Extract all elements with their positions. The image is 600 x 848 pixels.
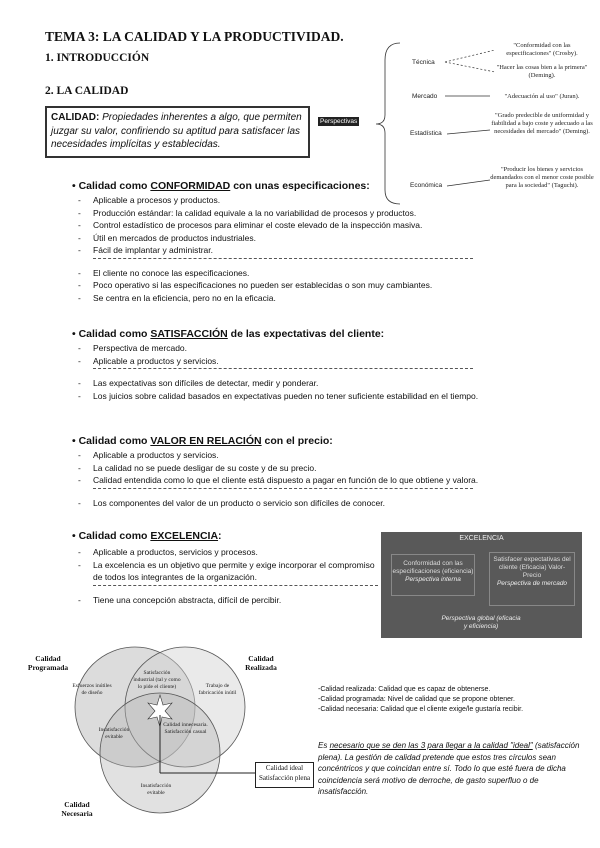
venn-area-real-only: Trabajo de fabricación inútil [198,683,237,696]
venn-label-programada: Calidad Programada [27,654,69,672]
venn-label-necesaria: Calidad Necesaria [61,800,93,818]
note-programada: -Calidad programada: Nivel de calidad que se propone obtener. [318,696,515,703]
divider [78,368,503,377]
list-item: - Se centra en la eficiencia, pero no en la eficacia. [78,292,473,305]
list-conformidad [78,194,473,304]
list-item: - Los componentes del valor de un producto o servicio son difíciles de conocer. [78,497,478,510]
perspectives-label: Perspectivas [320,118,358,125]
excellence-bottom: Perspectiva global (eficacia y eficiencia) [441,615,521,630]
ideal-quality-box: Calidad ideal Satisfacción plena [255,762,314,788]
perspective-mercado: Mercado [412,93,438,100]
divider [78,585,378,594]
list-item: - Las expectativas son difíciles de detectar, medir y ponderar. [78,377,503,390]
perspective-economica: Económica [410,182,443,189]
quote-taguchi: "Producir los bienes y servicios demandados con el menor coste posible para la sociedad" (Taguchi). [490,166,594,189]
list-item: - Calidad entendida como lo que el cliente está dispuesto a pagar en función de lo que obtiene y valora. [78,474,478,487]
section-heading-introduccion: 1. INTRODUCCIÓN [45,52,150,64]
quote-deming-primera: "Hacer las cosas bien a la primera" (Deming). [496,64,588,79]
quote-deming-estadistica: "Grado predecible de uniformidad y fiabilidad a bajo coste y adecuado a las necesidades del mercado" (Deming). [491,112,593,135]
list-item: - Aplicable a procesos y productos. [78,194,473,207]
heading-conformidad: • Calidad como CONFORMIDAD con unas especificaciones: [72,180,370,192]
quality-notes [318,685,588,715]
quote-juran: "Adecuación al uso" (Juran). [504,93,580,100]
heading-satisfaccion: • Calidad como SATISFACCIÓN de las expectativas del cliente: [72,328,385,340]
venn-area-prog-real: Satisfacción industrial (tal y como lo pide el cliente) [133,670,181,690]
heading-valor: • Calidad como VALOR EN RELACIÓN con el precio: [72,435,333,447]
perspective-estadistica: Estadística [410,130,442,137]
list-item: - Control estadístico de procesos para eliminar el coste elevado de la inspección masiva. [78,219,473,232]
divider [78,488,478,497]
excellence-left-box: Conformidad con las especificaciones (eficiencia) Perspectiva interna [391,554,475,596]
venn-area-nec-only: Insatisfacción evitable [140,783,172,796]
list-item: - La excelencia es un objetivo que permite y exige incorporar el compromiso de todos los integrantes de la organización. [78,559,378,584]
perspective-tecnica: Técnica [412,59,435,66]
divider [78,258,473,267]
section-heading-calidad: 2. LA CALIDAD [45,85,129,97]
list-item: - Los juicios sobre calidad basados en expectativas pueden no tener suficiente estabilidad en el tiempo. [78,390,503,403]
list-item: - Perspectiva de mercado. [78,342,503,355]
list-excelencia [78,546,378,606]
list-item: - Útil en mercados de productos industriales. [78,232,473,245]
excellence-title: EXCELENCIA [459,535,504,542]
list-valor [78,449,478,509]
note-realizada: -Calidad realizada: Calidad que es capaz de obtenerse. [318,686,491,693]
list-item: - Producción estándar: la calidad equivale a la no variabilidad de procesos y productos. [78,207,473,220]
list-item: - Tiene una concepción abstracta, difícil de percibir. [78,594,378,607]
definition-box [45,106,310,158]
list-item: - Aplicable a productos, servicios y procesos. [78,546,378,559]
definition-text: Propiedades inherentes a algo, que permiten juzgar su valor, confiriendo su aptitud para satisfacer las necesidades implícitas y establecidas. [51,112,302,150]
list-item: - Poco operativo si las especificaciones no pueden ser establecidas o son muy cambiantes. [78,279,473,292]
quote-crosby: "Conformidad con las especificaciones" (Crosby). [506,42,578,57]
excellence-right-box: Satisfacer expectativas del cliente (Eficacia) Valor-Precio Perspectiva de mercado [489,552,575,606]
note-necesaria: -Calidad necesaria: Calidad que el cliente exige/le gustaría recibir. [318,706,524,713]
excellence-diagram [381,532,582,638]
list-item: - La calidad no se puede desligar de su coste y de su precio. [78,462,478,475]
heading-excelencia: • Calidad como EXCELENCIA: [72,530,222,542]
definition-term: CALIDAD: [51,112,100,123]
venn-area-real-nec: Calidad innecesaria. Satisfacción casual [163,722,208,735]
venn-label-realizada: Calidad Realizada [245,654,277,672]
conclusion-paragraph: Es necesario que se den las 3 para llegar a la calidad "ideal" (satisfacción plena). La gestión de calidad pretende que estos tres círculos sean concéntricos y que coincidan entre sí. Todo lo que esté fuera de dicha coincidencia será motivo de derroche, de gasto superfluo o de insatisfacción. [318,741,580,796]
list-item: - Aplicable a productos y servicios. [78,355,503,368]
list-item: - Fácil de implantar y administrar. [78,244,473,257]
venn-area-prog-only: Esfuerzos inútiles de diseño [72,683,112,696]
list-satisfaccion [78,342,503,402]
venn-area-prog-nec: Insatisfacción evitable [98,727,130,740]
list-item: - El cliente no conoce las especificaciones. [78,267,473,280]
list-item: - Aplicable a productos y servicios. [78,449,478,462]
page-title: TEMA 3: LA CALIDAD Y LA PRODUCTIVIDAD. [45,29,344,44]
